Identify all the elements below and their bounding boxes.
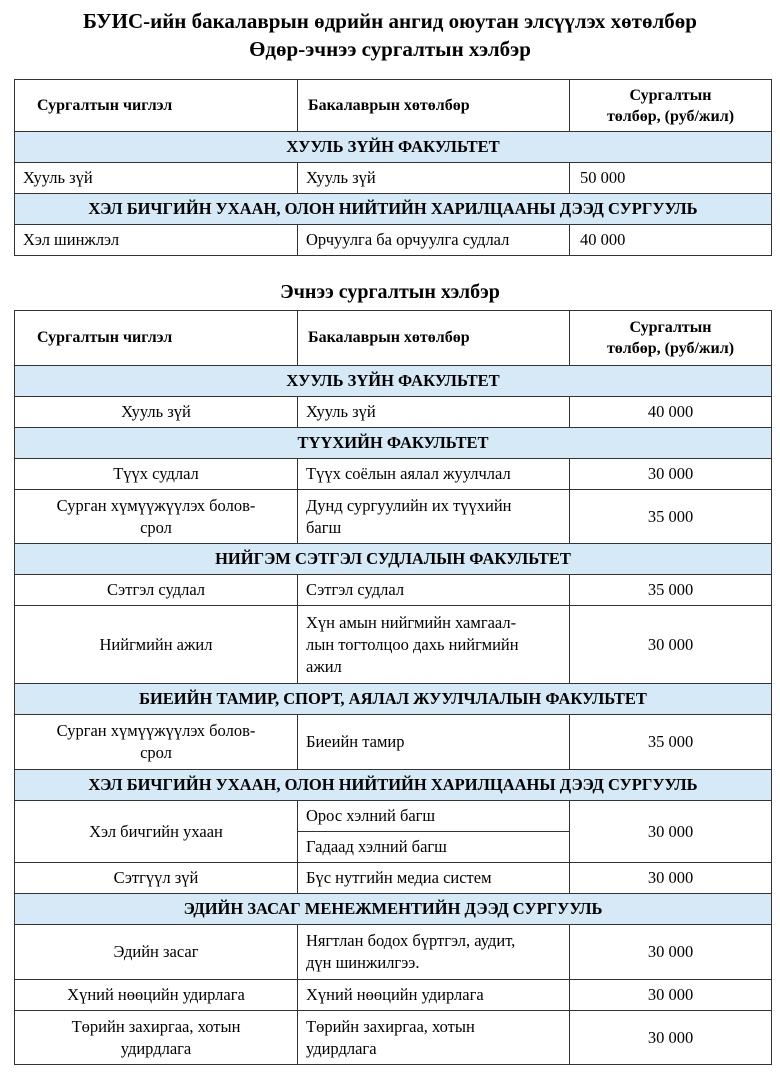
faculty-row bbox=[15, 894, 772, 925]
faculty-name: ХЭЛ БИЧГИЙН УХААН, ОЛОН НИЙТИЙН ХАРИЛЦААНЫ ДЭЭД СУРГУУЛЬ bbox=[15, 770, 772, 801]
cell-program bbox=[298, 925, 570, 980]
cell-fee: 35 000 bbox=[570, 575, 772, 606]
cell-direction: Түүх судлал bbox=[15, 459, 298, 490]
cell-direction: Хэл бичгийн ухаан bbox=[15, 801, 298, 863]
cell-direction: Хууль зүй bbox=[15, 397, 298, 428]
cell-direction bbox=[15, 715, 298, 770]
header-fee-line2: төлбөр, (руб/жил) bbox=[606, 340, 735, 357]
faculty-name: ХУУЛЬ ЗҮЙН ФАКУЛЬТЕТ bbox=[15, 366, 772, 397]
document-title: БУИС-ийн бакалаврын өдрийн ангид оюутан элсүүлэх хөтөлбөр bbox=[83, 9, 697, 33]
cell-fee: 30 000 bbox=[570, 459, 772, 490]
cell-program-line: Хүн амын нийгмийн хамгаал- bbox=[306, 612, 517, 632]
cell-fee: 30 000 bbox=[570, 980, 772, 1011]
header-fee bbox=[570, 311, 772, 366]
table-header-row bbox=[15, 80, 772, 132]
cell-program: Биеийн тамир bbox=[298, 715, 570, 770]
table-row bbox=[15, 863, 772, 894]
header-fee bbox=[570, 80, 772, 132]
cell-fee: 30 000 bbox=[570, 801, 772, 863]
cell-direction bbox=[15, 490, 298, 544]
cell-program bbox=[298, 1011, 570, 1065]
table-row bbox=[15, 801, 772, 832]
cell-fee: 30 000 bbox=[570, 863, 772, 894]
cell-direction: Сэтгэл судлал bbox=[15, 575, 298, 606]
faculty-row bbox=[15, 770, 772, 801]
cell-fee: 30 000 bbox=[570, 925, 772, 980]
cell-direction: Сэтгүүл зүй bbox=[15, 863, 298, 894]
faculty-name: БИЕИЙН ТАМИР, СПОРТ, АЯЛАЛ ЖУУЛЧЛАЛЫН ФАКУЛЬТЕТ bbox=[15, 684, 772, 715]
cell-program: Сэтгэл судлал bbox=[298, 575, 570, 606]
cell-program-line: дүн шинжилгээ. bbox=[306, 953, 420, 972]
cell-program: Гадаад хэлний багш bbox=[298, 832, 570, 863]
header-fee-line1: Сургалтын bbox=[629, 319, 712, 336]
cell-direction: Эдийн засаг bbox=[15, 925, 298, 980]
cell-fee: 50 000 bbox=[570, 163, 772, 194]
cell-program: Хууль зүй bbox=[298, 163, 570, 194]
cell-program: Орос хэлний багш bbox=[298, 801, 570, 832]
cell-direction-line: Сурган хүмүүжүүлэх болов- bbox=[56, 495, 256, 515]
cell-direction: Хэл шинжлэл bbox=[15, 225, 298, 256]
faculty-name: ЭДИЙН ЗАСАГ МЕНЕЖМЕНТИЙН ДЭЭД СУРГУУЛЬ bbox=[15, 894, 772, 925]
cell-program-line: ажил bbox=[306, 656, 342, 676]
table-row bbox=[15, 715, 772, 770]
cell-program-line: Нягтлан бодох бүртгэл, аудит, bbox=[306, 931, 516, 950]
table-row bbox=[15, 1011, 772, 1065]
cell-direction: Хууль зүй bbox=[15, 163, 298, 194]
table-row bbox=[15, 980, 772, 1011]
cell-fee: 40 000 bbox=[570, 225, 772, 256]
cell-program-line: багш bbox=[306, 517, 342, 537]
cell-direction: Нийгмийн ажил bbox=[15, 606, 298, 684]
faculty-name: НИЙГЭМ СЭТГЭЛ СУДЛАЛЫН ФАКУЛЬТЕТ bbox=[15, 544, 772, 575]
faculty-row bbox=[15, 132, 772, 163]
cell-program bbox=[298, 606, 570, 684]
cell-program: Бүс нутгийн медиа систем bbox=[298, 863, 570, 894]
cell-program: Орчуулга ба орчуулга судлал bbox=[298, 225, 570, 256]
faculty-row bbox=[15, 684, 772, 715]
header-fee-line1: Сургалтын bbox=[629, 86, 712, 104]
cell-fee: 35 000 bbox=[570, 715, 772, 770]
cell-program-line: Дунд сургуулийн их түүхийн bbox=[306, 495, 512, 515]
cell-direction-line: срол bbox=[140, 517, 172, 537]
table-row bbox=[15, 925, 772, 980]
table-row bbox=[15, 225, 772, 256]
cell-program-line: Төрийн захиргаа, хотын bbox=[306, 1016, 475, 1036]
table-row bbox=[15, 606, 772, 684]
faculty-name: ХУУЛЬ ЗҮЙН ФАКУЛЬТЕТ bbox=[15, 132, 772, 163]
faculty-row bbox=[15, 194, 772, 225]
header-fee-line2: төлбөр, (руб/жил) bbox=[606, 107, 735, 125]
header-direction: Сургалтын чиглэл bbox=[15, 311, 298, 366]
cell-direction bbox=[15, 1011, 298, 1065]
cell-direction-line: Төрийн захиргаа, хотын bbox=[71, 1016, 241, 1036]
cell-direction: Хүний нөөцийн удирлага bbox=[15, 980, 298, 1011]
day-extramural-table bbox=[14, 79, 772, 256]
cell-direction-line: Сурган хүмүүжүүлэх болов- bbox=[56, 721, 256, 740]
table-row bbox=[15, 575, 772, 606]
table-row bbox=[15, 163, 772, 194]
header-program: Бакалаврын хөтөлбөр bbox=[298, 80, 570, 132]
cell-direction-line: удирдлага bbox=[120, 1038, 192, 1058]
cell-fee: 40 000 bbox=[570, 397, 772, 428]
faculty-row bbox=[15, 544, 772, 575]
cell-fee: 35 000 bbox=[570, 490, 772, 544]
faculty-row bbox=[15, 428, 772, 459]
cell-fee: 30 000 bbox=[570, 606, 772, 684]
cell-fee: 30 000 bbox=[570, 1011, 772, 1065]
cell-program: Хүний нөөцийн удирлага bbox=[298, 980, 570, 1011]
document-subtitle-day-extramural: Өдөр-эчнээ сургалтын хэлбэр bbox=[249, 37, 531, 61]
table-header-row bbox=[15, 311, 772, 366]
table-row bbox=[15, 459, 772, 490]
faculty-name: ХЭЛ БИЧГИЙН УХААН, ОЛОН НИЙТИЙН ХАРИЛЦААНЫ ДЭЭД СУРГУУЛЬ bbox=[15, 194, 772, 225]
faculty-name: ТҮҮХИЙН ФАКУЛЬТЕТ bbox=[15, 428, 772, 459]
cell-program bbox=[298, 490, 570, 544]
cell-direction-line: срол bbox=[140, 743, 172, 762]
faculty-row bbox=[15, 366, 772, 397]
cell-program-line: удирдлага bbox=[306, 1038, 377, 1058]
cell-program: Түүх соёлын аялал жуулчлал bbox=[298, 459, 570, 490]
table-row bbox=[15, 490, 772, 544]
section-title-extramural: Эчнээ сургалтын хэлбэр bbox=[280, 281, 500, 303]
cell-program-line: лын тогтолцоо дахь нийгмийн bbox=[306, 634, 519, 654]
header-direction: Сургалтын чиглэл bbox=[15, 80, 298, 132]
extramural-table bbox=[14, 310, 772, 1065]
table-row bbox=[15, 397, 772, 428]
cell-program: Хууль зүй bbox=[298, 397, 570, 428]
header-program: Бакалаврын хөтөлбөр bbox=[298, 311, 570, 366]
